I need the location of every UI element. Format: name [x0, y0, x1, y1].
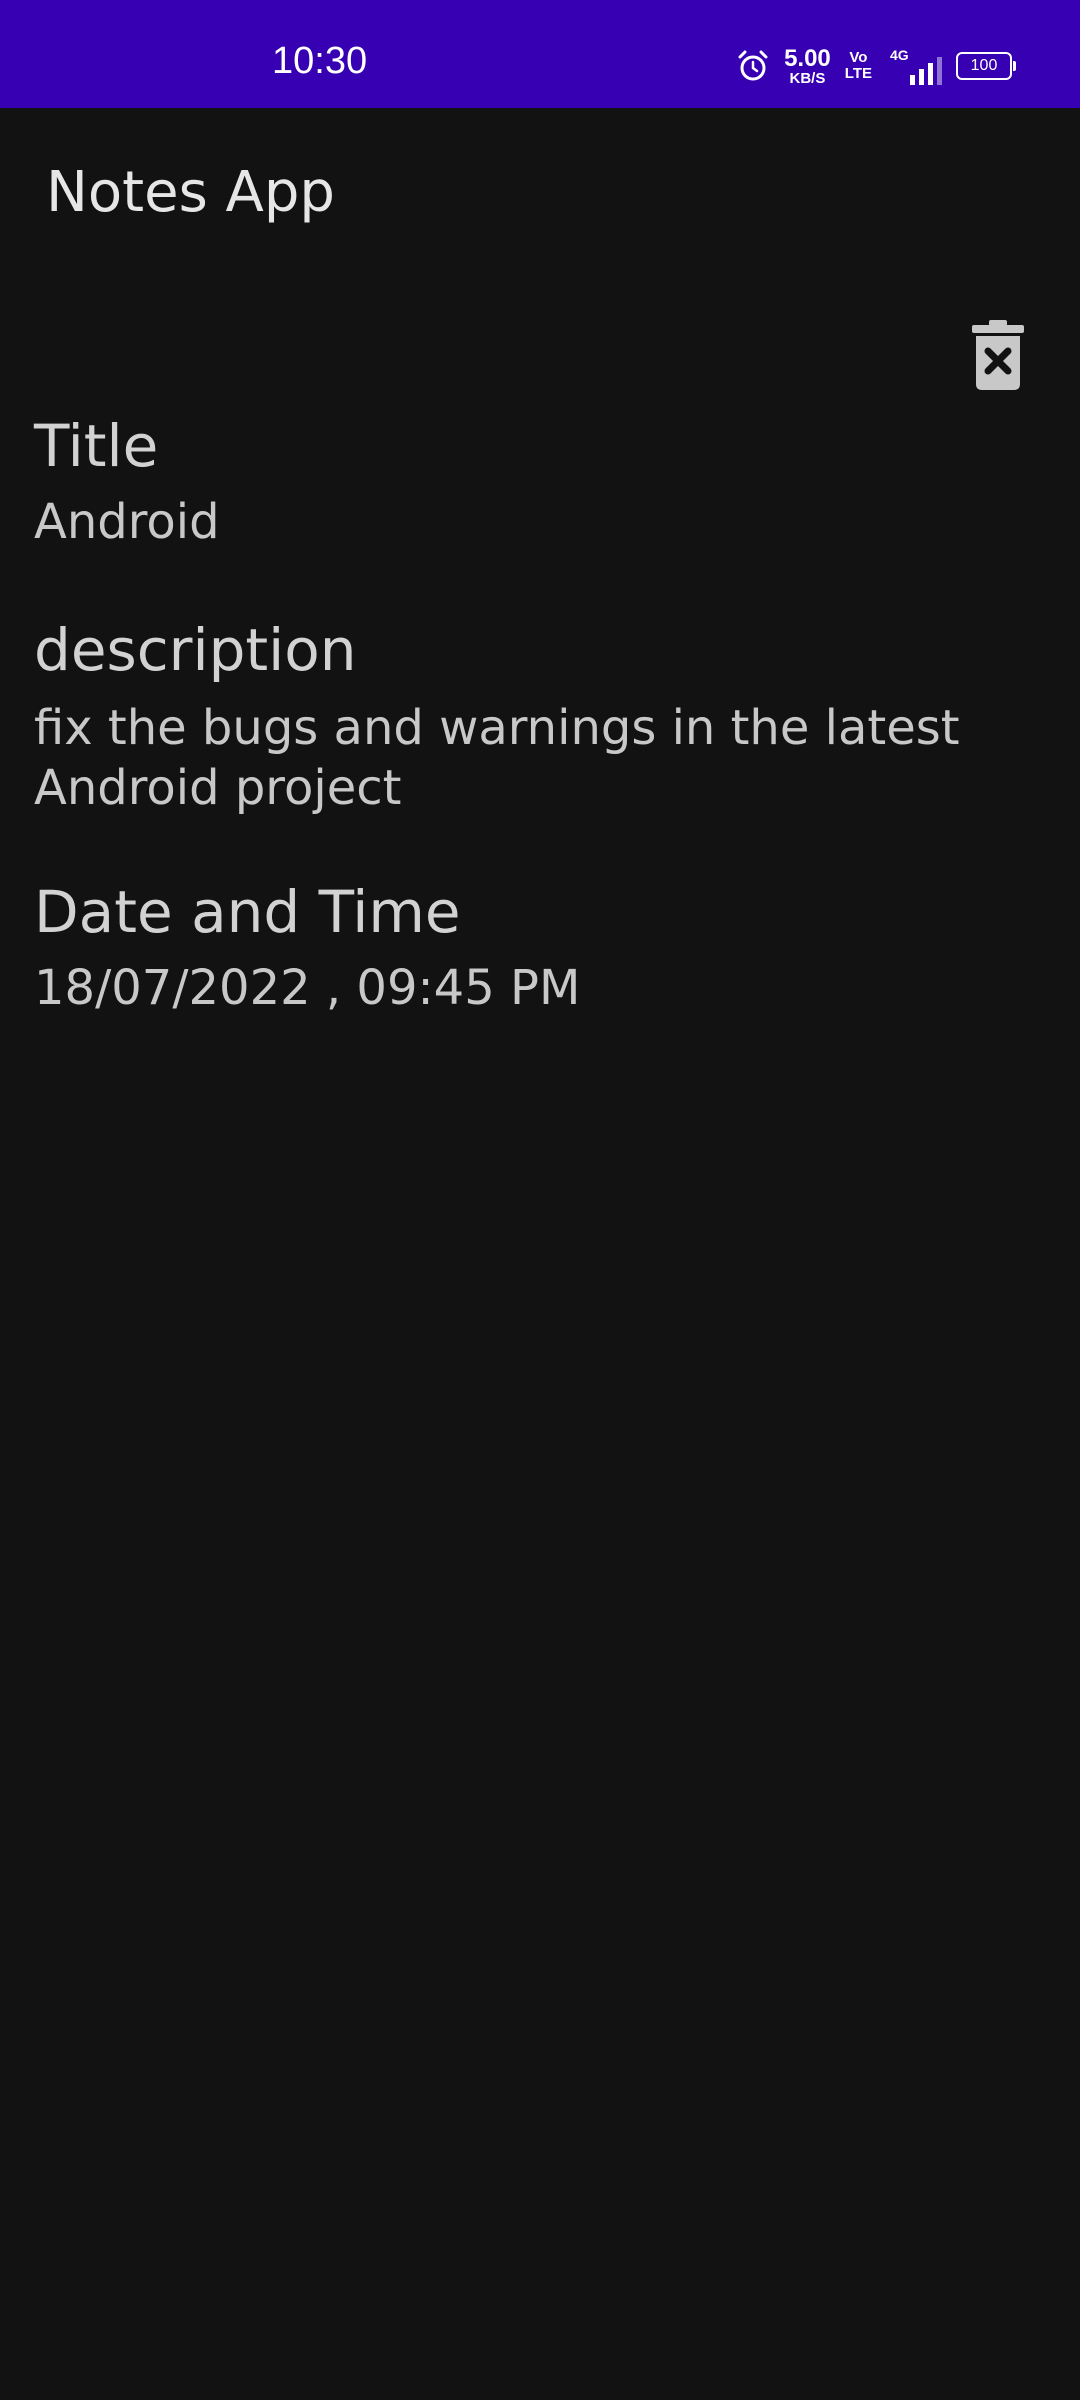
datetime-value: 18/07/2022 , 09:45 PM: [34, 960, 581, 1016]
title-value: Android: [34, 494, 220, 550]
status-bar: [0, 0, 1080, 108]
signal-bar: [928, 63, 933, 85]
status-time: 10:30: [272, 40, 368, 82]
description-label: description: [34, 616, 357, 684]
datetime-label: Date and Time: [34, 878, 461, 946]
signal-bar: [910, 75, 915, 85]
volte-indicator: [845, 50, 872, 82]
network-speed: [784, 44, 831, 87]
delete-button[interactable]: [970, 320, 1026, 392]
battery-icon: [956, 52, 1012, 80]
volte-top: Vo: [849, 49, 868, 67]
signal-icon: [886, 47, 942, 85]
signal-bar: [937, 57, 942, 85]
alarm-icon: [736, 49, 770, 83]
delete-icon: [970, 320, 1026, 392]
network-type: 4G: [890, 47, 909, 63]
status-icons: [736, 46, 1012, 86]
battery-level: 100: [970, 57, 998, 74]
title-label: Title: [34, 412, 159, 480]
app-title: Notes App: [46, 160, 335, 225]
description-value: fix the bugs and warnings in the latest Android project: [34, 700, 960, 816]
volte-bottom: LTE: [844, 65, 872, 82]
signal-bar: [919, 69, 924, 85]
network-speed-unit: KB/S: [789, 69, 826, 87]
network-speed-value: 5.00: [784, 44, 831, 72]
